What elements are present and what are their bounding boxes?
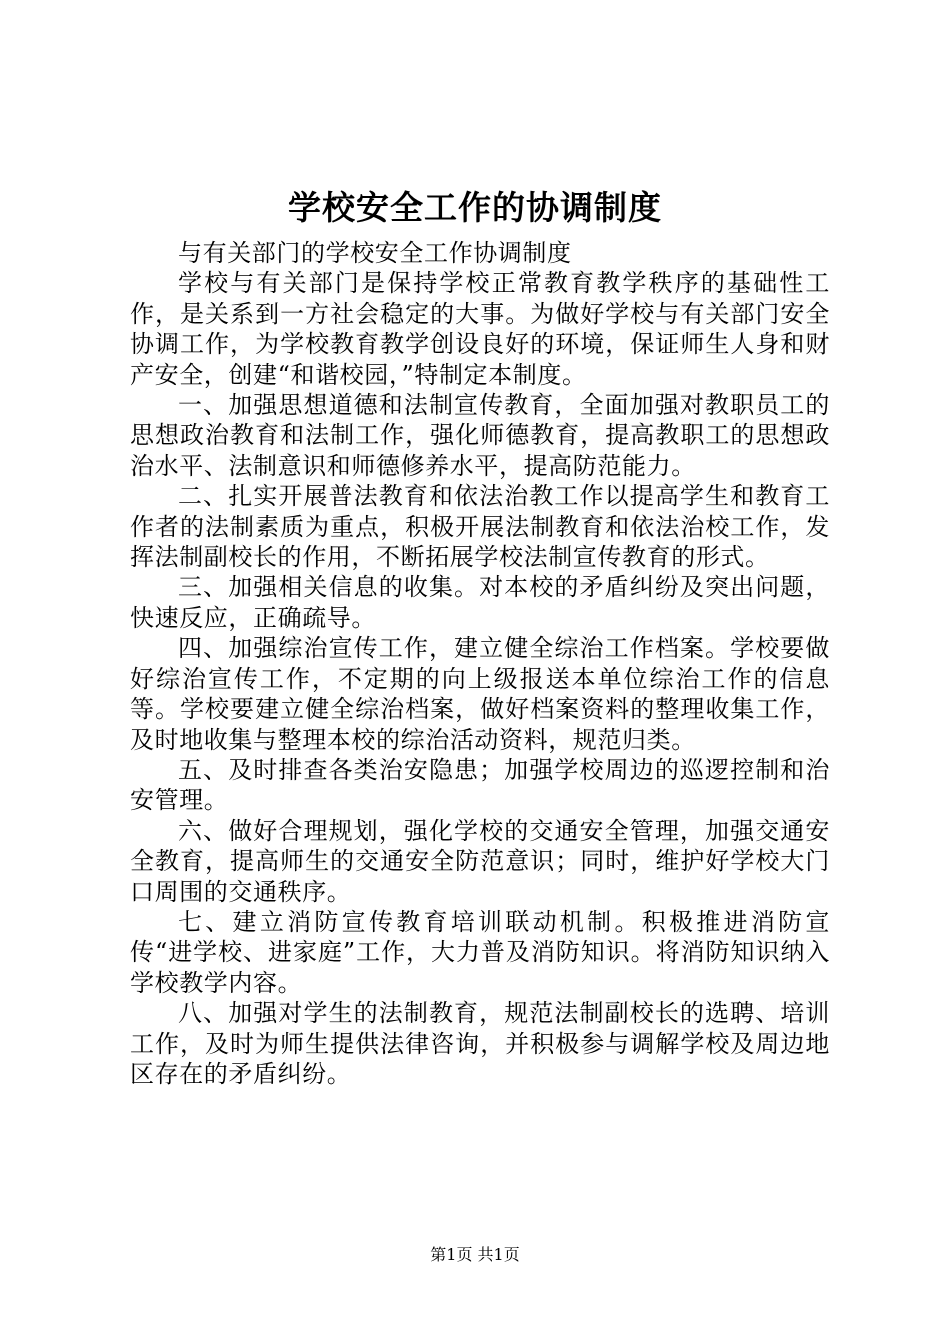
clause-7-paragraph: 七、建立消防宣传教育培训联动机制。积极推进消防宣传“进学校、进家庭”工作，大力普及消防知识。将消防知识纳入学校教学内容。 [130, 907, 830, 997]
clause-1-paragraph: 一、加强思想道德和法制宣传教育，全面加强对教职员工的思想政治教育和法制工作，强化师德教育，提高教职工的思想政治水平、法制意识和师德修养水平，提高防范能力。 [130, 391, 830, 480]
clause-2-paragraph: 二、扎实开展普法教育和依法治教工作以提高学生和教育工作者的法制素质为重点，积极开展法制教育和依法治校工作，发挥法制副校长的作用，不断拓展学校法制宣传教育的形式。 [130, 482, 830, 572]
clause-3-paragraph: 三、加强相关信息的收集。对本校的矛盾纠纷及突出问题，快速反应，正确疏导。 [130, 573, 830, 632]
subtitle-paragraph: 与有关部门的学校安全工作协调制度 [178, 239, 572, 267]
intro-paragraph: 学校与有关部门是保持学校正常教育教学秩序的基础性工作，是关系到一方社会稳定的大事。为做好学校与有关部门安全协调工作，为学校教育教学创设良好的环境，保证师生人身和财产安全，创建“和谐校园，”特制定本制度。 [130, 269, 830, 389]
page-number-footer: 第1页 共1页 [430, 1245, 520, 1264]
clause-5-paragraph: 五、及时排查各类治安隐患；加强学校周边的巡逻控制和治安管理。 [130, 755, 830, 815]
document-title: 学校安全工作的协调制度 [288, 188, 662, 227]
document-body [130, 238, 830, 1089]
clause-6-paragraph: 六、做好合理规划，强化学校的交通安全管理，加强交通安全教育，提高师生的交通安全防范意识；同时，维护好学校大门口周围的交通秩序。 [130, 816, 830, 906]
clause-4-paragraph: 四、加强综治宣传工作，建立健全综治工作档案。学校要做好综治宣传工作，不定期的向上级报送本单位综治工作的信息等。学校要建立健全综治档案，做好档案资料的整理收集工作，及时地收集与整理本校的综治活动资料，规范归类。 [130, 634, 830, 754]
clause-8-paragraph: 八、加强对学生的法制教育，规范法制副校长的选聘、培训工作，及时为师生提供法律咨询，并积极参与调解学校及周边地区存在的矛盾纠纷。 [130, 999, 830, 1088]
